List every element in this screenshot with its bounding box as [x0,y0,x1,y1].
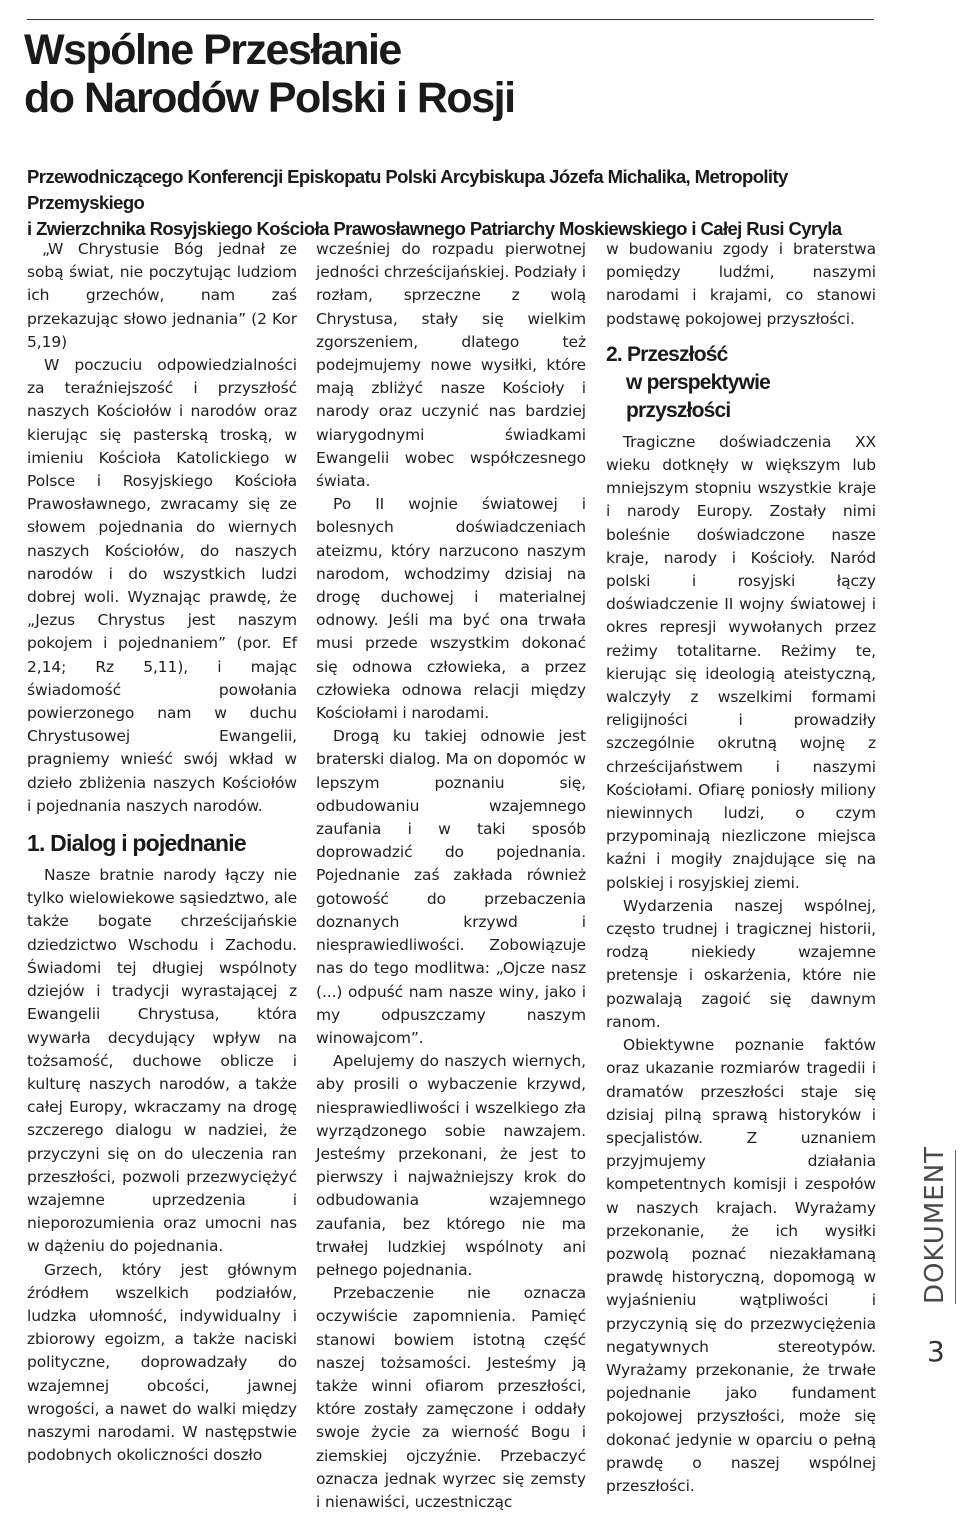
side-label-text: DOKUMENT [920,1145,950,1305]
section-heading-dialog: 1. Dialog i pojednanie [27,830,246,857]
paragraph: Obiektywne poznanie faktów oraz ukazanie rozmiarów tragedii i dramatów przeszłości staje się dzisiaj pilną sprawą historyków i specjalistów. Z uznaniem przyjmujemy działania kompetentnych komisji i zespołów w naszych krajach. Wyrażamy przekonanie, że ich wysiłki pozwolą poznać niezakłamaną prawdę historyczną, dopomogą w wyjaśnieniu wątpliwości i przyczynią się do przezwyciężenia negatywnych stereotypów. Wyrażamy przekonanie, że trwałe pojednanie jako fundament pokojowej przyszłości, może się dokonać jedynie w oparciu o pełną prawdę o naszej wspólnej przeszłości. [606,1036,876,1495]
section-heading-przeszlosc [606,341,876,425]
paragraph: Nasze bratnie narody łączy nie tylko wielowiekowe sąsiedztwo, ale także bogate chrześcijańskie dziedzictwo Wschodu i Zachodu. Świadomi tej długiej wspólnoty dziejów i tradycji wyrastającej z Ewangelii Chrystusa, która wywarła decydujący wpływ na tożsamość, duchowe oblicze i kulturę naszych narodów, a także całej Europy, wkraczamy na drogę szczerego dialogu w nadziei, że przyczyni się on do uleczenia ran przeszłości, pozwoli przezwyciężyć wzajemne uprzedzenia i nieporozumienia oraz umocni nas w dążeniu do pojednania. [27,866,297,1256]
paragraph: Drogą ku takiej odnowie jest braterski dialog. Ma on dopomóc w lepszym poznaniu się, odbudowaniu wzajemnego zaufania i w taki sposób doprowadzić do pojednania. Pojednanie zaś zakłada również gotowość do przebaczenia doznanych krzywd i niesprawiedliwości. Zobowiązuje nas do tego modlitwa: „Ojcze nasz (...) odpuść nam nasze winy, jako i my odpuszczamy naszym winowajcom”. [316,727,586,1047]
title-line-1: Wspólne Przesłanie [24,26,401,74]
title-line-2: do Narodów Polski i Rosji [24,74,515,122]
paragraph: Grzech, który jest głównym źródłem wszelkich podziałów, ludzka ułomność, indywidualny i zbiorowy egoizm, a także naciski polityczne, doprowadzały do wzajemnej obcości, jawnej wrogości, a nawet do walki między naszymi narodami. W następstwie podobnych okoliczności doszło [27,1260,297,1465]
paragraph-continued: wcześniej do rozpadu pierwotnej jedności chrześcijańskiej. Podziały i rozłam, sprzeczne z wolą Chrystusa, stały się wielkim zgorszeniem, dlatego też podejmujemy nowe wysiłki, które mają zbliżyć nasze Kościoły i narody oraz uczynić nas bardziej wiarygodnymi świadkami Ewangelii wobec współczesnego świata. [316,240,586,491]
text-column-2 [316,238,586,1514]
paragraph: Po II wojnie światowej i bolesnych doświadczeniach ateizmu, który narzucono naszym narodom, wchodzimy dzisiaj na drogę duchowej i materialnej odnowy. Jeśli ma być ona trwała musi przede wszystkim dokonać się odnowa człowieka, a przez człowieka odnowa relacji między Kościołami i narodami. [316,495,586,723]
paragraph-continued: w budowaniu zgody i braterstwa pomiędzy ludźmi, naszymi narodami i krajami, co stanowi podstawę pokojowej przyszłości. [606,240,876,328]
top-rule [27,19,874,20]
section-heading-line-1: 2. Przeszłość [606,342,728,366]
text-column-1 [27,238,297,1467]
section-side-label [911,1145,959,1305]
subtitle-line-2: i Zwierzchnika Rosyjskiego Kościoła Prawosławnego Patriarchy Moskiewskiego i Całej Rusi Cyryla [27,218,842,239]
page-number: 3 [927,1335,945,1368]
subtitle-line-1: Przewodniczącego Konferencji Episkopatu Polski Arcybiskupa Józefa Michalika, Metropolity Przemyskiego [27,166,788,213]
section-heading-line-2: w perspektywie przyszłości [626,370,771,422]
intro-quote: „W Chrystusie Bóg jednał ze sobą świat, nie poczytując ludziom ich grzechów, nam zaś przekazując słowo jednania” (2 Kor 5,19) [27,240,297,351]
text-column-3 [606,238,876,1498]
paragraph: Wydarzenia naszej wspólnej, często trudnej i tragicznej historii, rodzą niekiedy wzajemne pretensje i oskarżenia, które nie pozwalają zagoić się dawnym ranom. [606,896,876,1031]
paragraph: Przebaczenie nie oznacza oczywiście zapomnienia. Pamięć stanowi bowiem istotną część naszej tożsamości. Jesteśmy ją także winni ofiarom przeszłości, które zostały zamęczone i oddały swoje życie za wierność Bogu i ziemskiej ojczyźnie. Przebaczyć oznacza jednak wyrzec się zemsty i nienawiści, uczestnicząc [316,1284,586,1511]
paragraph: Tragiczne doświadczenia XX wieku dotknęły w większym lub mniejszym stopniu wszystkie kraje i narody Europy. Zostały nimi boleśnie doświadczone nasze kraje, narody i Kościoły. Naród polski i rosyjski łączy doświadczenie II wojny światowej i okres represji wywołanych przez reżimy totalitarne. Reżimy te, kierując się ideologią ateistyczną, walczyły z wszelkimi formami religijności i prowadziły szczególnie okrutną wojnę z chrześcijaństwem i naszymi Kościołami. Ofiarę poniosły miliony niewinnych ludzi, o czym przypominają niezliczone miejsca kaźni i mogiły znajdujące się na polskiej i rosyjskiej ziemi. [606,432,876,892]
intro-paragraph: W poczuciu odpowiedzialności za teraźniejszość i przyszłość naszych Kościołów i narodów oraz kierując się pasterską troską, w imieniu Kościoła Katolickiego w Polsce i Rosyjskiego Kościoła Prawosławnego, zwracamy się ze słowem pojednania do wiernych naszych Kościołów, do naszych narodów i do wszystkich ludzi dobrej woli. Wyznając prawdę, że „Jezus Chrystus jest naszym pokojem i pojednaniem” (por. Ef 2,14; Rz 5,11), i mając świadomość powołania powierzonego nam w duchu Chrystusowej Ewangelii, pragniemy wnieść swój wkład w dzieło zbliżenia naszych Kościołów i pojednania naszych narodów. [27,356,297,815]
article-subtitle [27,164,907,242]
paragraph: Apelujemy do naszych wiernych, aby prosili o wybaczenie krzywd, niesprawiedliwości i wszelkiego zła wyrządzonego sobie nawzajem. Jesteśmy przekonani, że jest to pierwszy i najważniejszy krok do odbudowania wzajemnego zaufania, bez którego nie ma trwałej ludzkiej wspólnoty ani pełnego pojednania. [316,1052,586,1279]
article-title [24,26,515,122]
